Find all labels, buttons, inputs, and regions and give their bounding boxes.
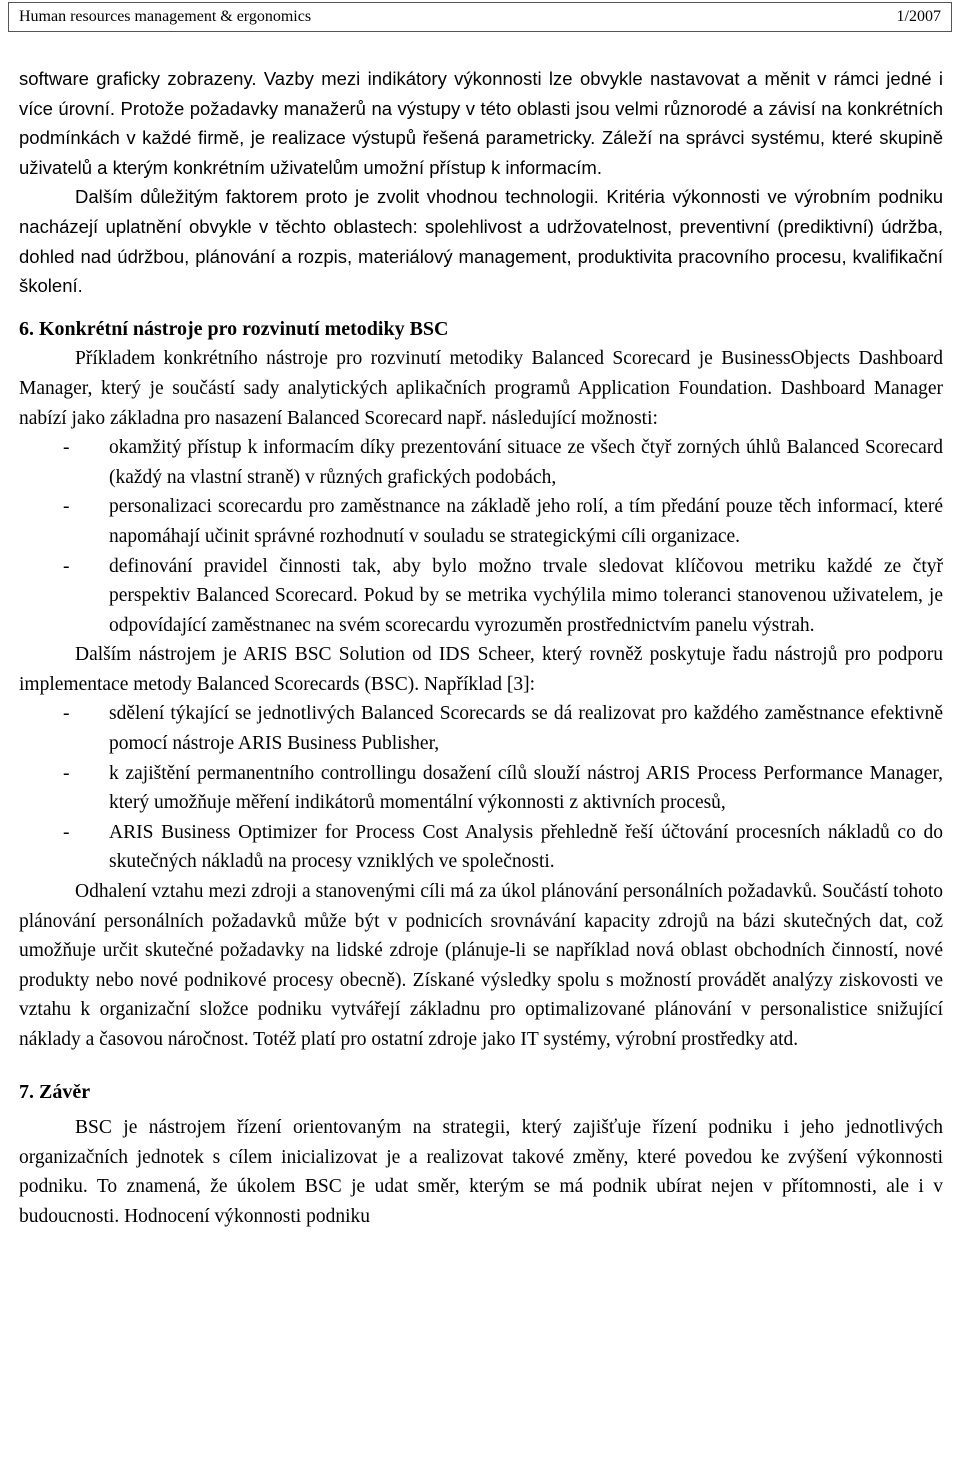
section-6-paragraph-3: Odhalení vztahu mezi zdroji a stanovenými cíli má za úkol plánování personálních požadavků. Součástí tohoto plánování personálních požadavků může být v podnicích srovnávání kapacity zdrojů na bázi skutečných dat, což umožňuje určit skutečné požadavky na lidské zdroje (plánuje-li se například nová oblast obchodních činností, nové produkty nebo nové podnikové procesy obecně). Získané výsledky spolu s možností provádět analýzy ziskovosti ve vztahu k organizační složce podniku vytvářejí základnu pro optimalizované plánování v personalistice snižující náklady a časovou náročnost. Totéž platí pro ostatní zdroje jako IT systémy, výrobní prostředky atd. (19, 881, 943, 1050)
dash-marker: - (63, 437, 70, 459)
dash-marker: - (63, 762, 70, 784)
journal-title: Human resources management & ergonomics (19, 8, 312, 25)
bullet-list-1 (19, 433, 943, 640)
list-item (19, 552, 943, 641)
list-item-text: ARIS Business Optimizer for Process Cost Analysis přehledně řeší účtování procesních nákladů co do skutečných nákladů na procesy vzniklých ve společnosti. (109, 821, 943, 873)
section-6-heading: 6. Konkrétní nástroje pro rozvinutí metodiky BSC (19, 317, 449, 340)
issue-number: 1/2007 (896, 8, 941, 25)
list-item (19, 759, 943, 818)
section-7-paragraph-1: BSC je nástrojem řízení orientovaným na strategii, který zajišťuje řízení podniku i jeho jednotlivých organizačních jednotek s cílem inicializovat je a realizovat takové změny, které povedou ke zvýšení výkonnosti podniku. To znamená, že úkolem BSC je udat směr, kterým se má podnik ubírat nejen v přítomnosti, ale i v budoucnosti. Hodnocení výkonnosti podniku (19, 1117, 943, 1227)
list-item (19, 699, 943, 758)
dash-marker: - (63, 496, 70, 518)
paragraph-1-part-b: Záleží na správci systému, které skupině uživatelů a kterým konkrétním uživatelům umožní přístup k informacím. (19, 127, 943, 178)
list-item-text: k zajištění permanentního controllingu dosažení cílů slouží nástroj ARIS Process Performance Manager, který umožňuje měření indikátorů momentální výkonnosti z aktivních procesů, (109, 762, 943, 814)
dash-marker: - (63, 821, 70, 843)
list-item-text: definování pravidel činnosti tak, aby bylo možno trvale sledovat klíčovou metriku každé ze čtyř perspektiv Balanced Scorecard. Pokud by se metrika vychýlila mimo toleranci stanovenou uživatelem, je odpovídající zaměstnanec na svém scorecardu vyrozuměn prostřednictvím panelu výstrah. (109, 555, 943, 636)
paragraph-2 (19, 182, 943, 300)
list-item (19, 492, 943, 551)
paragraph-2-text: Dalším důležitým faktorem proto je zvolit vhodnou technologii. Kritéria výkonnosti ve výrobním podniku nacházejí uplatnění obvykle v těchto oblastech: spolehlivost a udržovatelnost, preventivní (prediktivní) údržba, dohled nad údržbou, plánování a rozpis, materiálový management, produktivita pracovního procesu, kvalifikační školení. (19, 186, 943, 297)
list-item-text: sdělení týkající se jednotlivých Balanced Scorecards se dá realizovat pro každého zaměstnance efektivně pomocí nástroje ARIS Business Publisher, (109, 703, 943, 755)
section-6-paragraph-2: Dalším nástrojem je ARIS BSC Solution od IDS Scheer, který rovněž poskytuje řadu nástrojů pro podporu implementace metody Balanced Scorecards (BSC). Například [3]: (19, 644, 943, 695)
list-item (19, 433, 943, 492)
list-item-text: okamžitý přístup k informacím díky prezentování situace ze všech čtyř zorných úhlů Balanced Scorecard (každý na vlastní straně) v různých grafických podobách, (109, 437, 943, 488)
running-header (8, 2, 952, 32)
section-7-heading: 7. Závěr (19, 1080, 91, 1103)
dash-marker: - (63, 555, 70, 577)
section-6-paragraph-1: Příkladem konkrétního nástroje pro rozvinutí metodiky Balanced Scorecard je BusinessObjects Dashboard Manager, který je součástí sady analytických aplikačních programů Application Foundation. Dashboard Manager nabízí jako základna pro nasazení Balanced Scorecard např. následující možnosti: (19, 348, 943, 429)
list-item (19, 818, 943, 877)
bullet-list-2 (19, 699, 943, 877)
paragraph-1 (19, 64, 943, 182)
article-body (19, 64, 943, 1232)
paragraph-1-part-a: software graficky zobrazeny. Vazby mezi indikátory výkonnosti lze obvykle nastavovat a měnit v rámci jedné i více úrovní. Protože požadavky manažerů na výstupy v této oblasti jsou velmi různorodé a závisí na konkrétních podmínkách v každé firmě, je realizace výstupů řešená parametricky. (19, 68, 943, 149)
dash-marker: - (63, 703, 70, 725)
list-item-text: personalizaci scorecardu pro zaměstnance na základě jeho rolí, a tím předání pouze těch informací, které napomáhají učinit správné rozhodnutí v souladu se strategickými cíli organizace. (109, 496, 943, 547)
